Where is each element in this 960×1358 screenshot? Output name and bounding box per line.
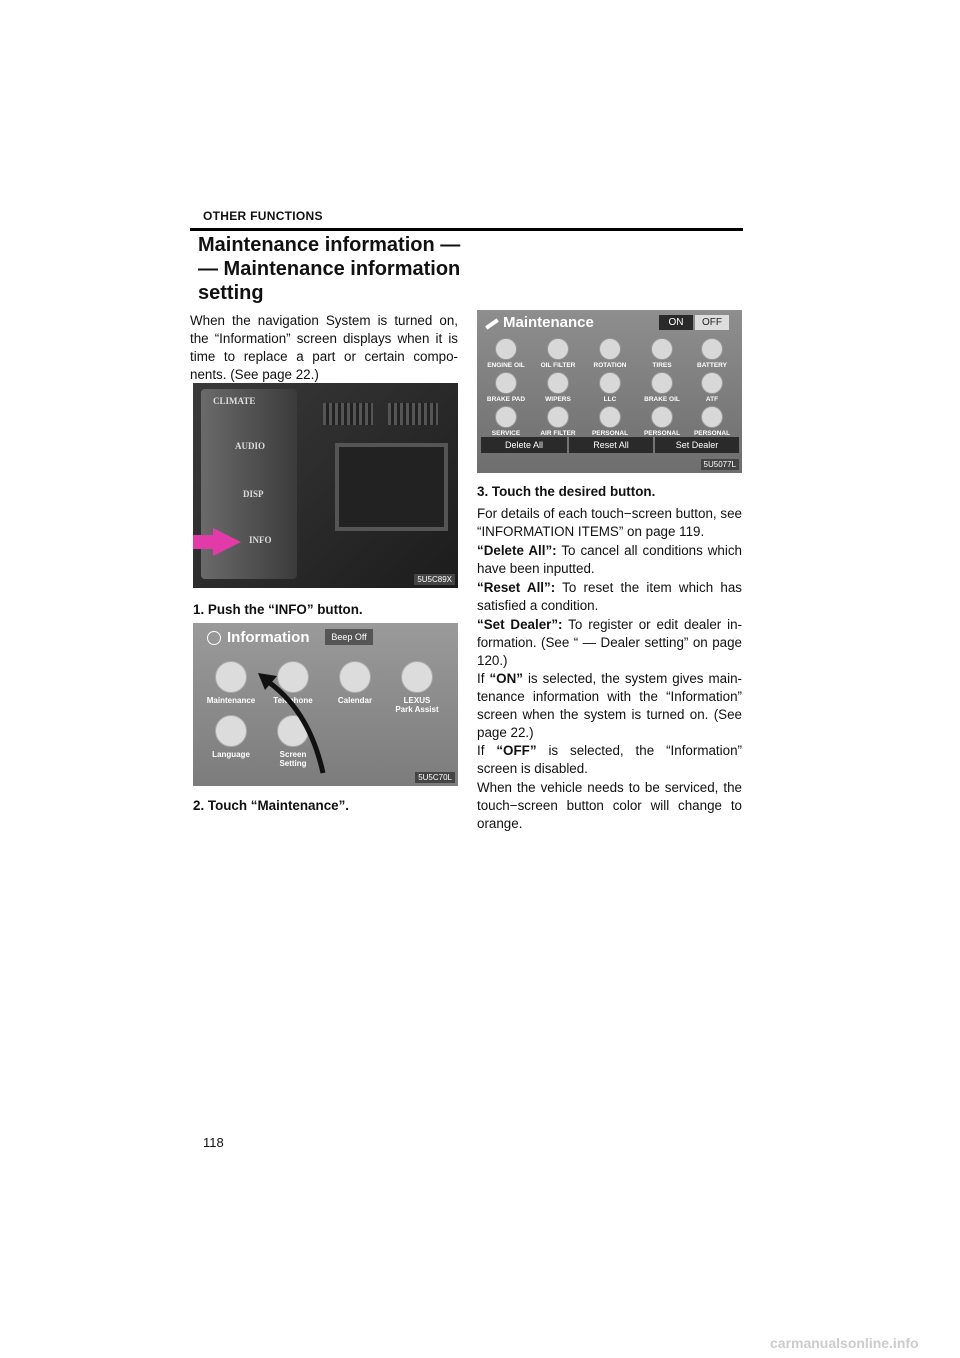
off-paragraph <box>477 742 742 778</box>
step-1: 1. Push the “INFO” button. <box>193 602 363 617</box>
tile-engine-oil: ENGINE OIL <box>479 338 533 369</box>
climate-button: CLIMATE <box>213 396 256 406</box>
on-term: “ON” <box>489 671 523 686</box>
on-desc: is selected, the system gives main-tenance information with the “Information” screen when the system is turned on. (See page 22.) <box>477 671 742 740</box>
tile-atf: ATF <box>685 372 739 403</box>
info-button: INFO <box>249 535 272 545</box>
page-number: 118 <box>203 1135 224 1150</box>
tile-personal-1: PERSONAL <box>583 406 637 437</box>
header-rule <box>190 228 743 231</box>
tile-language: Language <box>201 715 261 759</box>
on-button: ON <box>659 315 693 330</box>
off-term: “OFF” <box>496 743 537 758</box>
delete-all-button: Delete All <box>481 437 567 453</box>
set-dealer-desc: To register or edit dealer in-formation. (See “ — Dealer setting” on page 120.) <box>477 617 742 668</box>
wrench-icon <box>485 318 499 329</box>
set-dealer-term: “Set Dealer”: <box>477 617 563 632</box>
off-desc: is selected, the “Information” screen is disabled. <box>477 743 742 776</box>
tile-telephone: Telephone <box>263 661 323 705</box>
maintenance-screen <box>477 310 742 473</box>
pointer-arrow-icon <box>213 528 241 556</box>
delete-all-term: “Delete All”: <box>477 543 557 558</box>
figure-code: 5U5C89X <box>414 574 455 585</box>
intro-paragraph: When the navigation System is turned on, the “Information” screen displays when it is time to replace a part or certain compo-nents. (See page 22.) <box>190 313 458 382</box>
set-dealer-definition <box>477 616 742 670</box>
tile-tires: TIRES <box>635 338 689 369</box>
reset-all-desc: To reset the item which has satisfied a condition. <box>477 580 742 613</box>
reset-all-definition <box>477 579 742 615</box>
tile-calendar: Calendar <box>325 661 385 705</box>
tile-park-assist: LEXUS Park Assist <box>387 661 447 714</box>
screen-title: Maintenance <box>503 314 594 331</box>
air-vent-left <box>323 403 373 425</box>
step-2: 2. Touch “Maintenance”. <box>193 798 349 813</box>
details-paragraph: For details of each touch−screen button, see “INFORMATION ITEMS” on page 119. <box>477 506 742 539</box>
on-paragraph <box>477 670 742 742</box>
set-dealer-button: Set Dealer <box>655 437 739 453</box>
tile-brake-oil: BRAKE OIL <box>635 372 689 403</box>
off-button: OFF <box>695 315 729 330</box>
page-title: Maintenance information — — Maintenance information setting <box>198 234 461 304</box>
tile-air-filter: AIR FILTER <box>531 406 585 437</box>
tile-brake-pad: BRAKE PAD <box>479 372 533 403</box>
delete-all-desc: To cancel all conditions which have been inputted. <box>477 543 742 576</box>
info-icon <box>207 631 221 645</box>
audio-button: AUDIO <box>235 441 266 451</box>
tile-service: SERVICE <box>479 406 533 437</box>
tile-personal-3: PERSONAL <box>685 406 739 437</box>
screen-title: Information <box>227 629 310 646</box>
step-3: 3. Touch the desired button. <box>477 484 656 499</box>
delete-all-definition <box>477 542 742 578</box>
tile-wipers: WIPERS <box>531 372 585 403</box>
tile-rotation: ROTATION <box>583 338 637 369</box>
tile-llc: LLC <box>583 372 637 403</box>
tile-battery: BATTERY <box>685 338 739 369</box>
tile-oil-filter: OIL FILTER <box>531 338 585 369</box>
tile-personal-2: PERSONAL <box>635 406 689 437</box>
service-paragraph: When the vehicle needs to be serviced, the touch−screen button color will change to orange. <box>477 780 742 831</box>
reset-all-term: “Reset All”: <box>477 580 556 595</box>
figure-code: 5U5077L <box>701 459 739 470</box>
tile-maintenance: Maintenance <box>201 661 261 705</box>
information-screen <box>193 623 458 786</box>
reset-all-button: Reset All <box>569 437 653 453</box>
curved-arrow-icon <box>253 668 333 778</box>
on-prefix: If <box>477 671 490 686</box>
disp-button: DISP <box>243 489 264 499</box>
figure-code: 5U5C70L <box>415 772 455 783</box>
beep-off-button: Beep Off <box>325 629 373 645</box>
tile-screen-setting: Screen Setting <box>263 715 323 768</box>
watermark: carmanualsonline.info <box>770 1335 919 1351</box>
console-photo <box>193 383 458 588</box>
off-prefix: If <box>477 743 497 758</box>
pointer-arrow-tail <box>193 535 215 549</box>
section-label: OTHER FUNCTIONS <box>203 209 323 223</box>
display-screen <box>335 443 448 531</box>
air-vent-right <box>388 403 438 425</box>
